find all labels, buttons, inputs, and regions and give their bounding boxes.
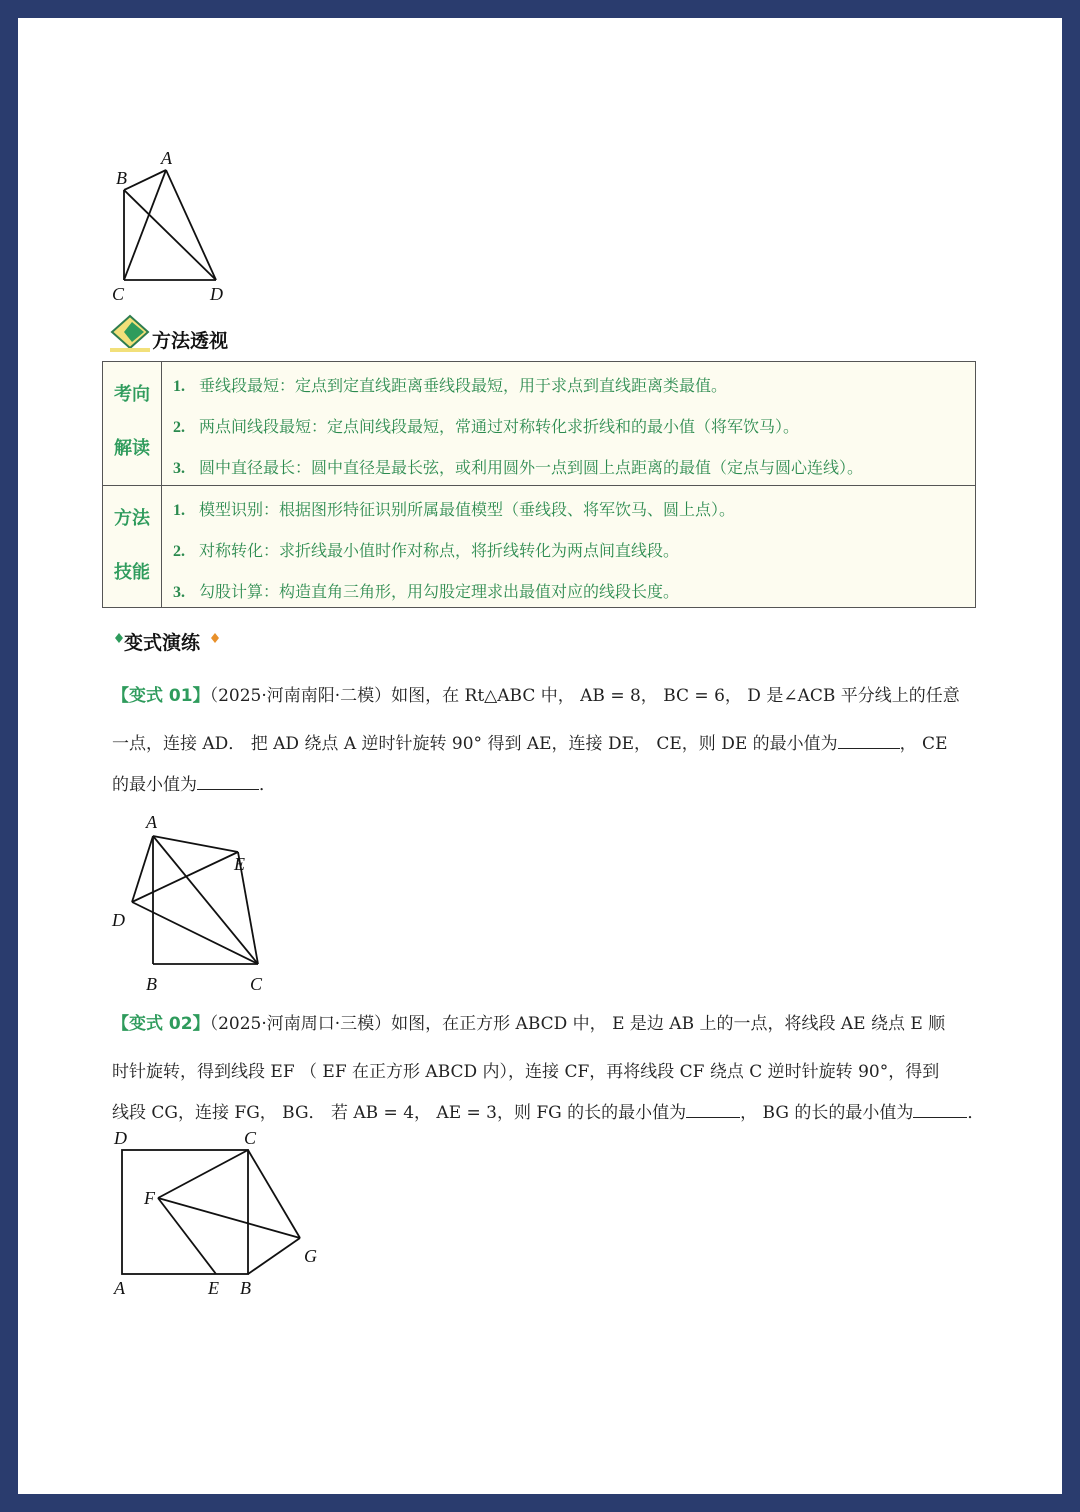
label-b: B — [116, 168, 127, 188]
q1-tag: 【变式 01】 — [112, 686, 210, 706]
segment-de — [132, 852, 238, 902]
q1-line-1 — [112, 681, 960, 706]
square-abcd — [122, 1150, 248, 1274]
q2-line-1-text: （2025·河南周口·三模）如图，在正方形 ABCD 中， E 是边 AB 上的一点，将线段 AE 绕点 E 顺 — [209, 1014, 946, 1034]
label-c: C — [250, 974, 263, 994]
row2-label-line2: 技能 — [114, 562, 150, 583]
label-d: D — [114, 1128, 127, 1148]
method-section-icon — [110, 314, 152, 354]
row2-item-2: 2. 对称转化：求折线最小值时作对称点，将折线转化为两点间直线段。 — [173, 541, 680, 560]
row1-label-line1: 考向 — [114, 384, 150, 405]
row1-item-1: 1. 垂线段最短：定点到定直线距离垂线段最短，用于求点到直线距离类最值。 — [173, 376, 728, 395]
figure-1-diagram — [108, 148, 248, 308]
method-section-title: 方法透视 — [152, 330, 229, 352]
table-row-divider — [103, 485, 975, 486]
label-c: C — [244, 1128, 257, 1148]
row2-item-3: 3. 勾股计算：构造直角三角形，用勾股定理求出最值对应的线段长度。 — [173, 582, 680, 601]
row2-label-line1: 方法 — [114, 508, 150, 529]
row1-item-2: 2. 两点间线段最短：定点间线段最短，常通过对称转化求折线和的最小值（将军饮马）。 — [173, 417, 800, 436]
q1-line-2: 一点，连接 AD． 把 AD 绕点 A 逆时针旋转 90° 得到 AE，连接 DE， CE，则 DE 的最小值为 ， CE — [112, 734, 948, 754]
segment-bd — [124, 190, 216, 280]
label-d: D — [210, 284, 223, 304]
label-a: A — [161, 148, 172, 168]
row1-label-line2: 解读 — [114, 438, 150, 459]
label-g: G — [304, 1246, 317, 1266]
q1-blank-ce — [197, 775, 259, 790]
segment-ad — [166, 170, 216, 280]
label-e: E — [234, 854, 245, 874]
q2-line-2: 时针旋转，得到线段 EF （ EF 在正方形 ABCD 内），连接 CF，再将线段 CF 绕点 C 逆时针旋转 90°，得到 — [112, 1062, 940, 1082]
segment-fe — [158, 1198, 216, 1274]
figure-3-diagram — [108, 1130, 328, 1315]
q2-tag: 【变式 02】 — [112, 1014, 210, 1034]
label-a: A — [114, 1278, 125, 1298]
row1-item-3: 3. 圆中直径最长：圆中直径是最长弦，或利用圆外一点到圆上点距离的最值（定点与圆心连线）。 — [173, 458, 864, 477]
segment-fc — [158, 1150, 248, 1198]
label-a: A — [146, 812, 157, 832]
q1-line-1-text: （2025·河南南阳·二模）如图，在 Rt△ABC 中， AB = 8， BC = 6， D 是∠ACB 平分线上的任意 — [209, 686, 960, 706]
segment-fg — [158, 1198, 300, 1238]
q1-line-3: 的最小值为 ． — [112, 775, 276, 795]
segment-dc — [132, 902, 258, 964]
segment-ae — [153, 836, 238, 852]
variant-section-right-diamond-icon — [210, 632, 220, 644]
q1-blank-de — [838, 734, 900, 749]
figure-2-diagram — [108, 806, 288, 996]
q2-blank-bg — [913, 1103, 967, 1118]
label-b: B — [240, 1278, 251, 1298]
method-table — [102, 361, 976, 608]
q2-blank-fg — [686, 1103, 740, 1118]
label-d: D — [112, 910, 125, 930]
q2-line-3: 线段 CG，连接 FG， BG． 若 AB = 4， AE = 3，则 FG 的长的最小值为 ， BG 的长的最小值为 ． — [112, 1103, 985, 1123]
segment-bg — [248, 1238, 300, 1274]
variant-section-left-diamond-icon — [114, 632, 124, 644]
variant-section-title: 变式演练 — [124, 632, 201, 654]
label-f: F — [144, 1188, 155, 1208]
label-b: B — [146, 974, 157, 994]
segment-da — [132, 836, 153, 902]
document-page — [18, 18, 1062, 1494]
q2-line-1 — [112, 1009, 945, 1034]
label-c: C — [112, 284, 125, 304]
row2-item-1: 1. 模型识别：根据图形特征识别所属最值模型（垂线段、将军饮马、圆上点）。 — [173, 500, 736, 519]
label-e: E — [208, 1278, 219, 1298]
